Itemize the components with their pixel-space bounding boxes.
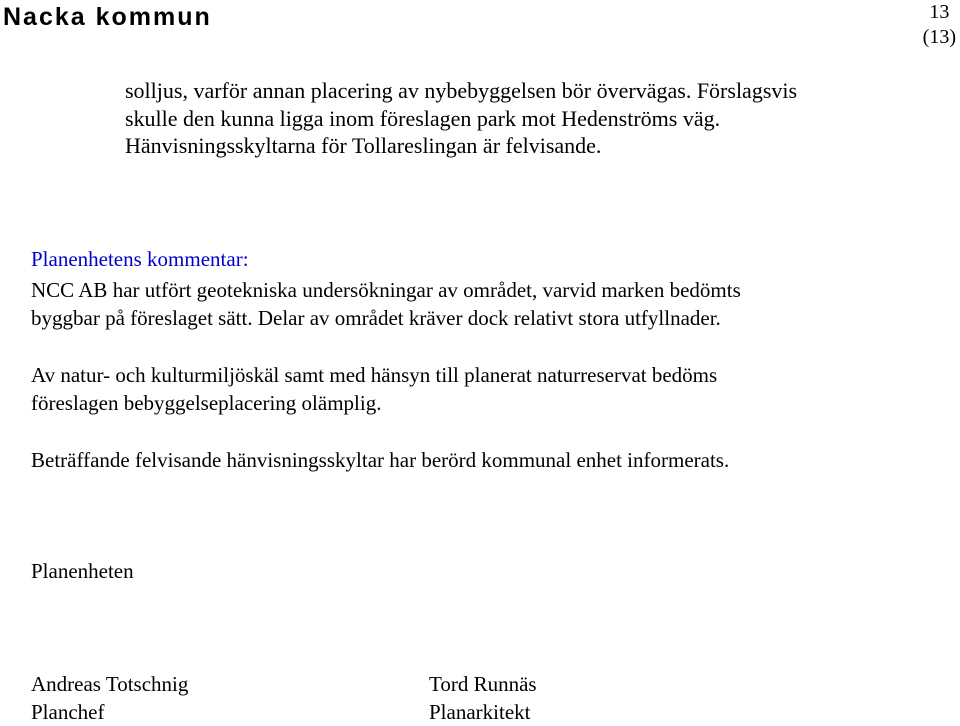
paragraph-line: NCC AB har utfört geotekniska undersökningar av området, varvid marken bedömts — [31, 278, 741, 302]
comment-paragraph-nature — [31, 361, 717, 417]
page-number-total: (13) — [922, 26, 956, 48]
paragraph-line: föreslagen bebyggelseplacering olämplig. — [31, 391, 382, 415]
page-number-current: 13 — [929, 1, 950, 23]
paragraph-line: Av natur- och kulturmiljöskäl samt med hänsyn till planerat naturreservat bedöms — [31, 363, 718, 387]
quote-line: skulle den kunna ligga inom föreslagen park mot Hedenströms väg. — [125, 105, 721, 131]
signature-block-planarkitekt — [429, 670, 537, 726]
signature-role: Planchef — [31, 700, 105, 724]
signature-name: Tord Runnäs — [429, 672, 537, 696]
comment-paragraph-signage — [31, 446, 729, 474]
quote-line: solljus, varför annan placering av nybebyggelsen bör övervägas. Förslagsvis — [125, 78, 798, 103]
paragraph-line: byggbar på föreslaget sätt. Delar av området kräver dock relativt stora utfyllnader. — [31, 306, 721, 330]
paragraph-line: Beträffande felvisande hänvisningsskyltar har berörd kommunal enhet informerats. — [31, 448, 730, 472]
quote-line: Hänvisningsskyltarna för Tollareslingan är felvisande. — [125, 133, 602, 158]
signature-name: Andreas Totschnig — [31, 672, 189, 696]
quoted-remark — [125, 77, 797, 160]
signature-block-planchef — [31, 670, 188, 726]
signature-role: Planarkitekt — [429, 700, 531, 724]
municipality-title: Nacka kommun — [3, 3, 212, 31]
signoff-department: Planenheten — [31, 559, 134, 583]
comment-heading: Planenhetens kommentar: — [31, 247, 249, 271]
comment-paragraph-geotechnical — [31, 276, 741, 332]
page-number — [923, 0, 956, 50]
